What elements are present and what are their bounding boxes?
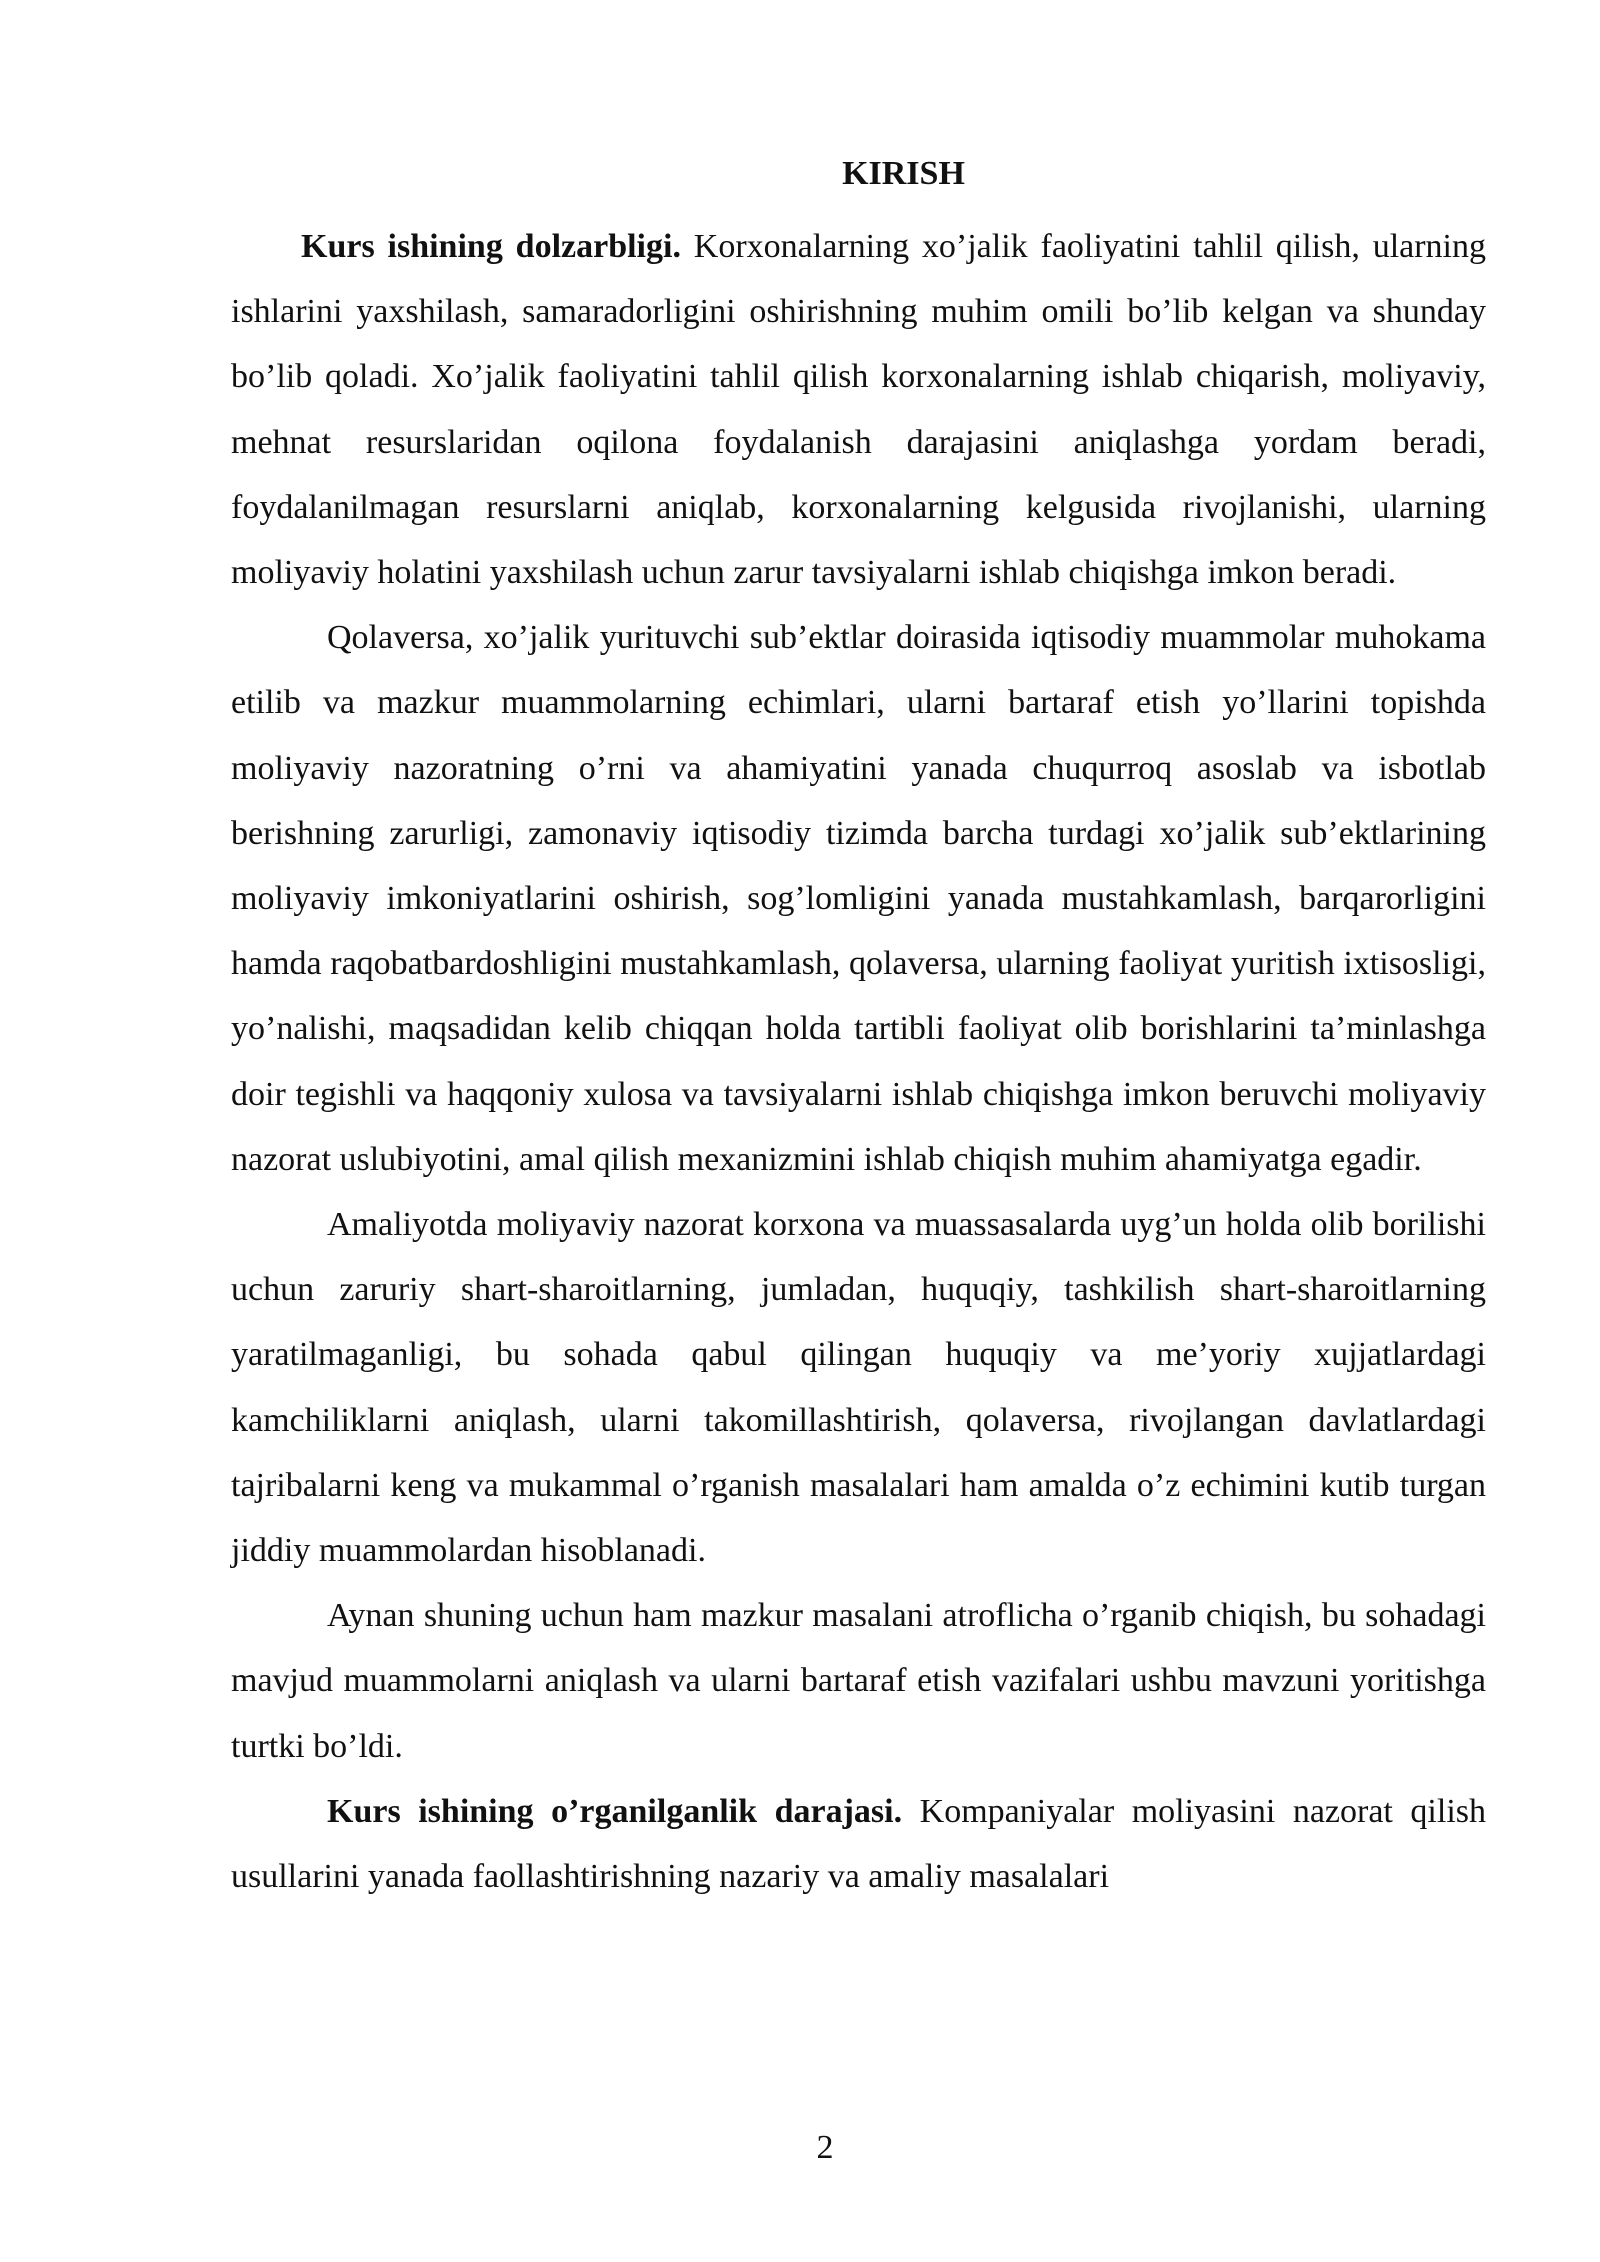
paragraph-text: Aynan shuning uchun ham mazkur masalani atroflicha o’rganib chiqish, bu sohadagi mavjud muammolarni aniqlash va ularni bartaraf etish vazifalari ushbu mavzuni yoritishga turtki bo’ldi. xyxy=(231,1597,1486,1765)
page-title: KIRISH xyxy=(842,155,965,192)
paragraph-motivation xyxy=(231,1583,1486,1779)
paragraph-relevance xyxy=(231,214,1486,605)
paragraph-study-level xyxy=(231,1779,1486,1909)
paragraph-problems xyxy=(231,605,1486,1192)
paragraph-text: Kompaniyalar moliyasini nazorat qilish usullarini yanada faollashtirishning nazariy va amaliy masalalari xyxy=(231,1792,1486,1896)
page-number: 2 xyxy=(816,2129,834,2166)
paragraph-lead: Kurs ishining o’rganilganlik darajasi. xyxy=(327,1792,903,1830)
paragraph-lead: Kurs ishining dolzarbligi. xyxy=(301,228,681,265)
document-body xyxy=(231,148,1486,1909)
paragraph-text: Qolaversa, xo’jalik yurituvchi sub’ektlar doirasida iqtisodiy muammolar muhokama etilib va mazkur muammolarning echimlari, ularni bartaraf etish yo’llarini topishda moliyaviy nazoratning o’rni va ahamiyatini yanada chuqurroq asoslab va isbotlab berishning zarurligi, zamonaviy iqtisodiy tizimda barcha turdagi xo’jalik sub’ektlarining moliyaviy imkoniyatlarini oshirish, sog’lomligini yanada mustahkamlash, barqarorligini hamda raqobatbardoshligini mustahkamlash, qolaversa, ularning faoliyat yuritish ixtisosligi, yo’nalishi, maqsadidan kelib chiqqan holda tartibli faoliyat olib borishlarini ta’minlashga doir tegishli va haqqoniy xulosa va tavsiyalarni ishlab chiqishga imkon beruvchi moliyaviy nazorat uslubiyotini, amal qilish mexanizmini ishlab chiqish muhim ahamiyatga egadir. xyxy=(231,619,1486,1178)
paragraph-text: Korxonalarning xo’jalik faoliyatini tahlil qilish, ularning ishlarini yaxshilash, samaradorligini oshirishning muhim omili bo’lib kelgan va shunday bo’lib qoladi. Xo’jalik faoliyatini tahlil qilish korxonalarning ishlab chiqarish, moliyaviy, mehnat resurslaridan oqilona foydalanish darajasini aniqlashga yordam beradi, foydalanilmagan resurslarni aniqlab, korxonalarning kelgusida rivojlanishi, ularning moliyaviy holatini yaxshilash uchun zarur tavsiyalarni ishlab chiqishga imkon beradi. xyxy=(231,228,1487,592)
paragraph-practice xyxy=(231,1192,1486,1583)
paragraph-text: Amaliyotda moliyaviy nazorat korxona va muassasalarda uyg’un holda olib borilishi uchun zaruriy shart-sharoitlarning, jumladan, huquqiy, tashkilish shart-sharoitlarning yaratilmaganligi, bu sohada qabul qilingan huquqiy va me’yoriy xujjatlardagi kamchiliklarni aniqlash, ularni takomillashtirish, qolaversa, rivojlangan davlatlardagi tajribalarni keng va mukammal o’rganish masalalari ham amalda o’z echimini kutib turgan jiddiy muammolardan hisoblanadi. xyxy=(231,1206,1486,1570)
